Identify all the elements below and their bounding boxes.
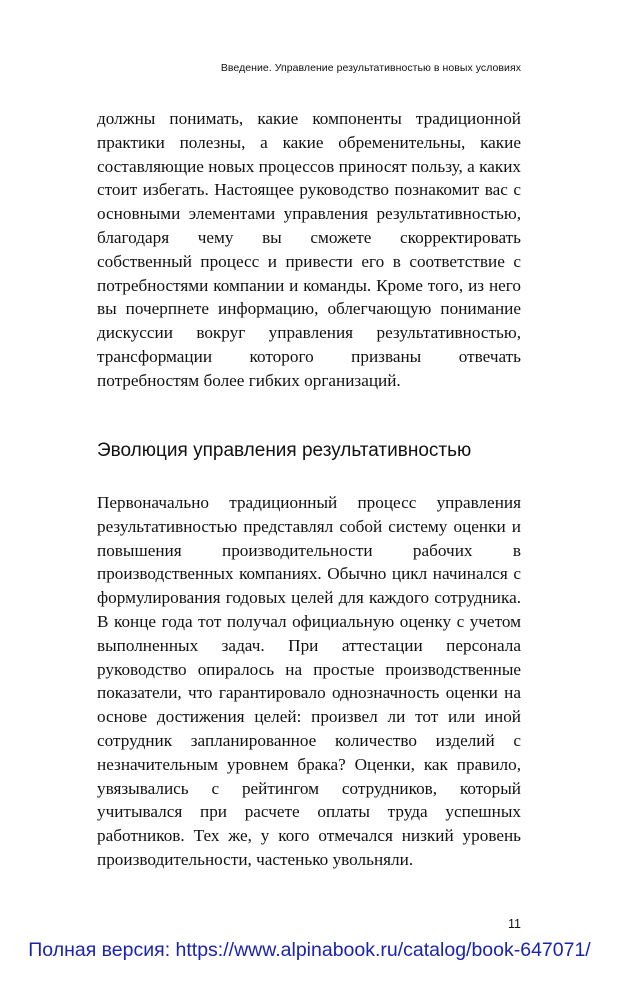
page-number: 11	[508, 917, 521, 931]
section-heading: Эволюция управления результативностью	[97, 440, 472, 461]
full-version-link[interactable]: Полная версия: https://www.alpinabook.ru/catalog/book-647071/	[28, 939, 591, 961]
body-paragraph: должны понимать, какие компоненты традиционной практики полезны, а какие обременительны, какие составляющие новых процессов приносят пользу, а каких стоит избегать. Настоящее руководство познакомит вас с основными элементами управления результативностью, благодаря чему вы сможете скорректировать собственный процесс и привести его в соответствие с потребностями компании и команды. Кроме того, из него вы почерпнете информацию, облегчающую понимание дискуссии вокруг управления результативностью, трансформации которого призваны отвечать потребностям более гибких организаций.	[97, 109, 521, 390]
running-head: Введение. Управление результативностью в новых условиях	[220, 62, 521, 74]
body-paragraph: Первоначально традиционный процесс управления результативностью представлял собой систему оценки и повышения производительности рабочих в производственных компаниях. Обычно цикл начинался с формулирования годовых целей для каждого сотрудника. В конце года тот получал официальную оценку с учетом выполненных задач. При аттестации персонала руководство опиралось на простые производственные показатели, что гарантировало однозначность оценки на основе достижения целей: произвел ли тот или иной сотрудник запланированное количество изделий с незначительным уровнем брака? Оценки, как правило, увязывались с рейтингом сотрудников, который учитывался при расчете оплаты труда успешных работников. Тех же, у кого отмечался низкий уровень производительности, частенько увольняли.	[97, 493, 521, 869]
